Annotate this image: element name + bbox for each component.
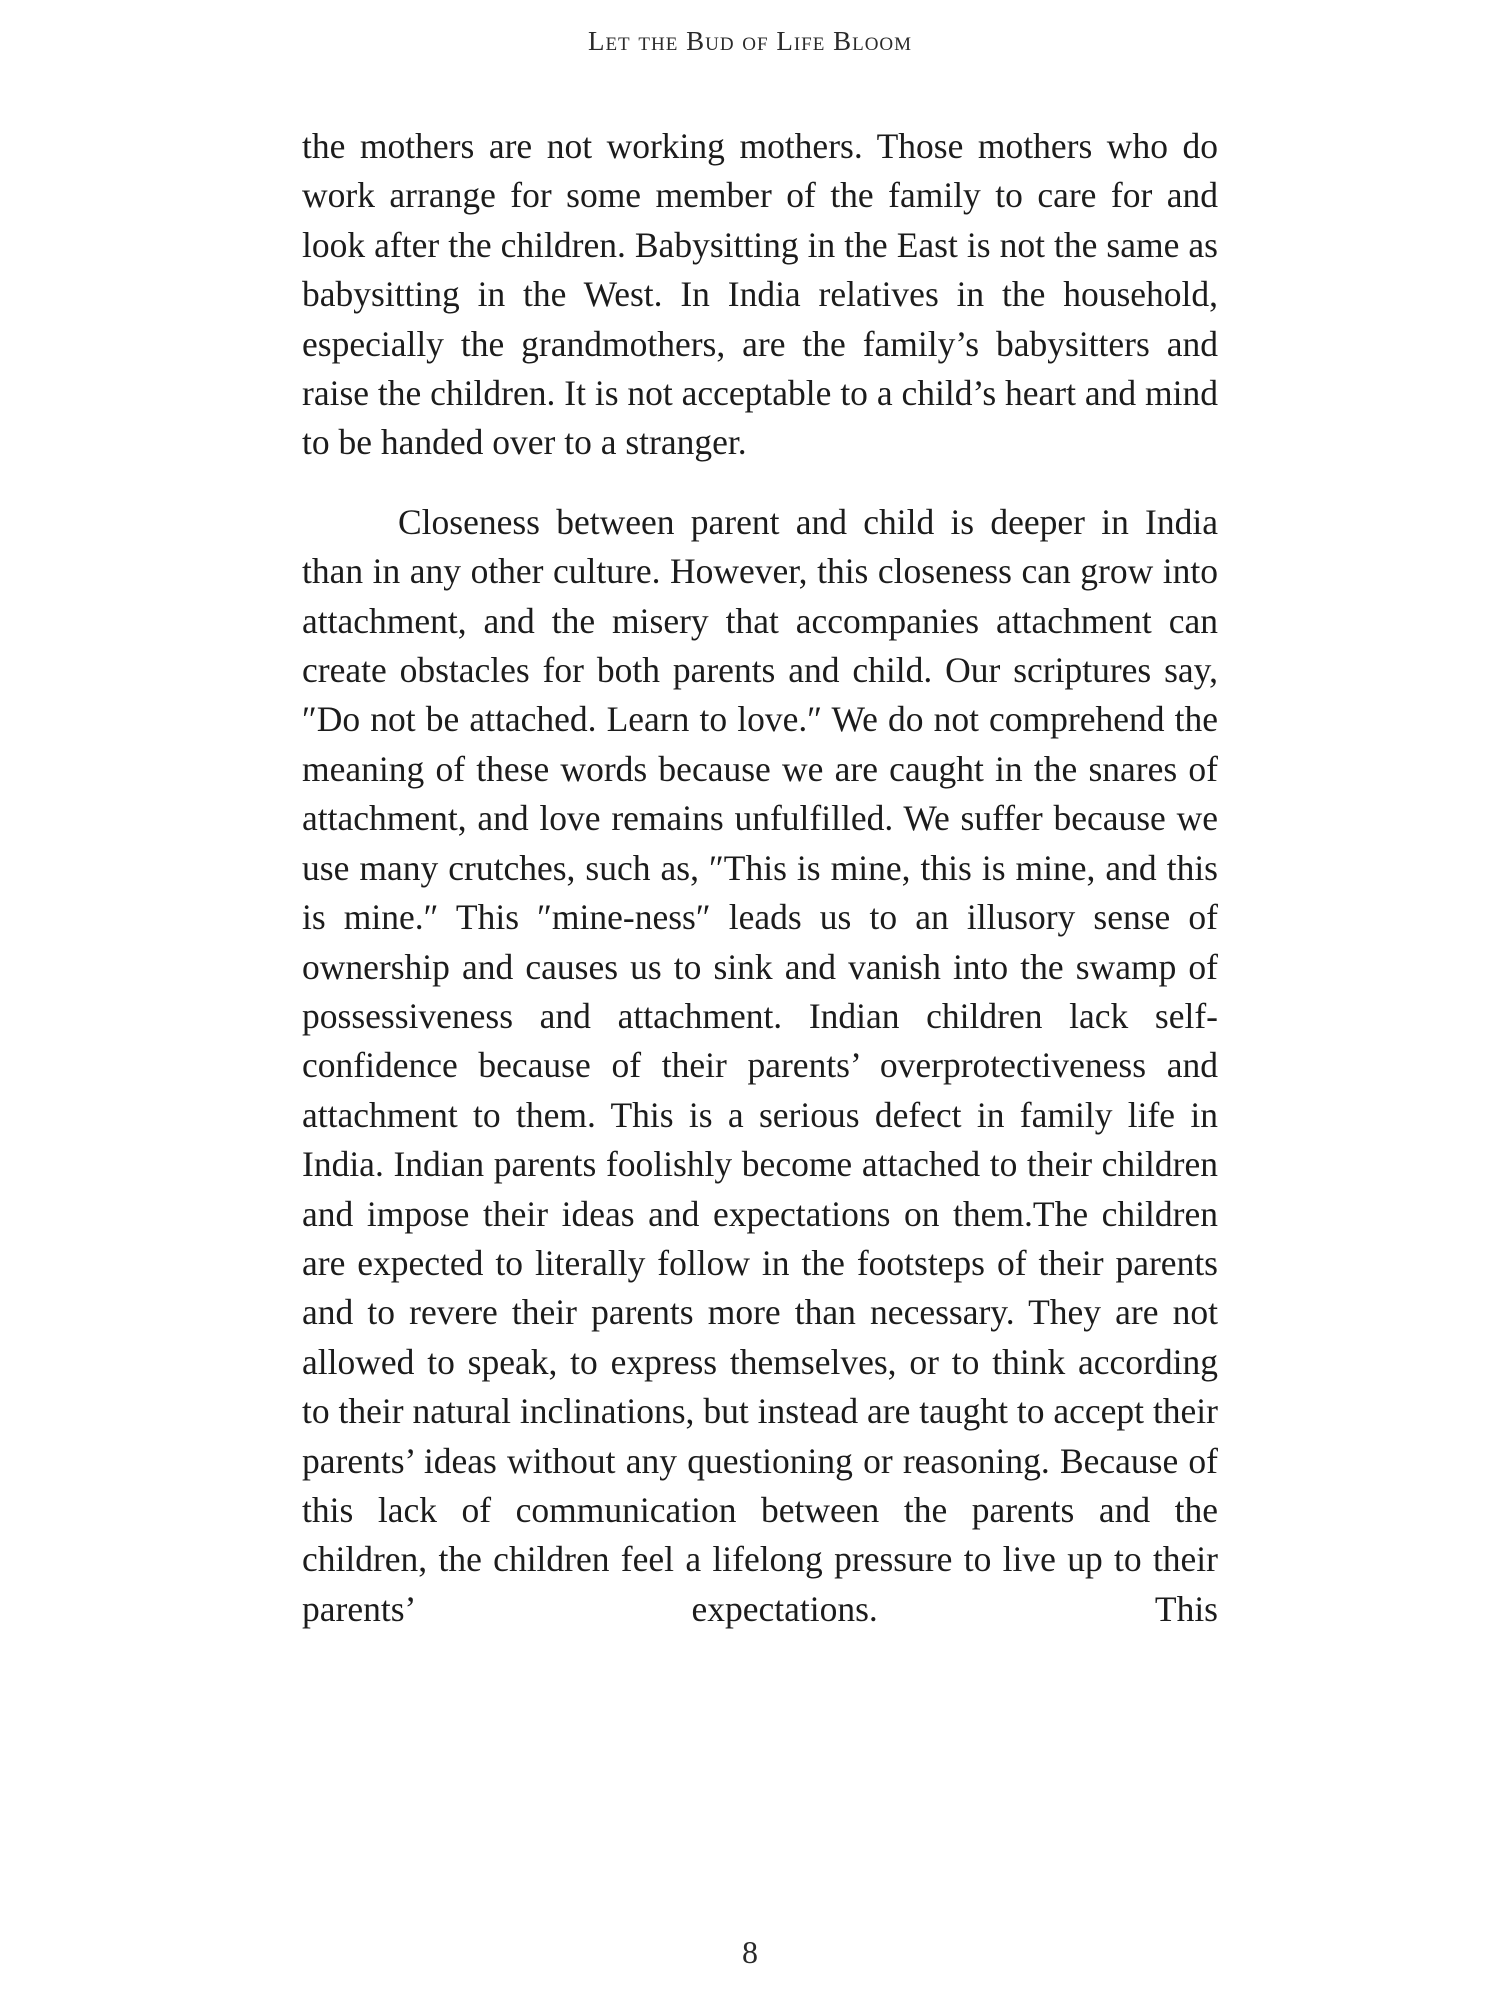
paragraph-2: Closeness between parent and child is deeper in India than in any other culture. However, this closeness can grow into attachment, and the misery that accompanies attachment can create obstacles for both parents and child. Our scriptures say, ″Do not be attached. Learn to love.″ We do not comprehend the meaning of these words because we are caught in the snares of attachment, and love remains unfulfilled. We suffer because we use many crutches, such as, ″This is mine, this is mine, and this is mine.″ This ″mine-ness″ leads us to an illusory sense of ownership and causes us to sink and vanish into the swamp of possessiveness and attachment. Indian children lack self-confidence because of their parents’ overprotectiveness and attachment to them. This is a serious defect in family life in India. Indian parents foolishly become attached to their children and impose their ideas and expectations on them.The children are expected to literally follow in the footsteps of their parents and to revere their parents more than necessary. They are not allowed to speak, to express themselves, or to think according to their natural inclinations, but instead are taught to accept their parents’ ideas without any questioning or reasoning. Because of this lack of communication between the parents and the children, the children feel a lifelong pressure to live up to their parents’ expectations. This <box>302 501 1218 1629</box>
running-head: Let the Bud of Life Bloom <box>587 26 913 56</box>
page-number: 8 <box>742 1934 758 1970</box>
body-text <box>302 122 1218 1634</box>
paragraph-1: the mothers are not working mothers. Those mothers who do work arrange for some member of the family to care for and look after the children. Babysitting in the East is not the same as babysitting in the West. In India relatives in the household, especially the grandmothers, are the family’s babysitters and raise the children. It is not acceptable to a child’s heart and mind to be handed over to a stranger. <box>302 126 1218 463</box>
